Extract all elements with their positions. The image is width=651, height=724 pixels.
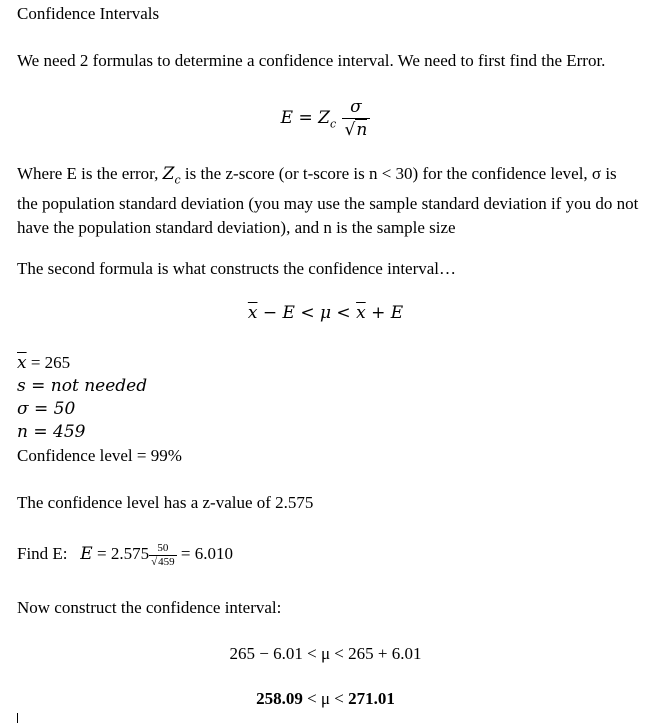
explanation-z-sub: c (174, 173, 181, 187)
error-formula-n: n (356, 120, 368, 140)
find-e-lhs: E (80, 544, 93, 564)
intro-paragraph: We need 2 formulas to determine a confidence interval. We need to first find the Error. (17, 51, 606, 70)
final-high: 271.01 (348, 689, 395, 708)
doc-title: Confidence Intervals (17, 4, 160, 23)
explanation-z: Z (162, 164, 175, 184)
error-formula-lhs: E (280, 108, 294, 128)
given-sigma: σ = 50 (17, 399, 76, 419)
explanation-part2: is the z-score (or t-score is n < 30) for the confidence level, σ is the population standard deviation (you may use the sample standard deviation if you do not have the population standard deviation), and n is the sample size (17, 164, 639, 238)
interval-computation: 265 − 6.01 < μ < 265 + 6.01 (229, 644, 422, 663)
error-formula-denominator (342, 118, 371, 141)
error-formula-eq: = (298, 108, 313, 128)
find-e-line (17, 538, 233, 570)
find-e-n: 459 (158, 555, 175, 568)
given-xbar-value: = 265 (26, 353, 71, 372)
find-e-fraction (149, 542, 177, 569)
error-formula (0, 96, 651, 141)
given-s: s = not needed (17, 376, 148, 396)
interval-formula-plus: + E (365, 303, 404, 323)
find-e-label: Find E: (17, 544, 68, 563)
construct-text: Now construct the confidence interval: (17, 598, 282, 617)
given-xbar-symbol: $\overline{x}$ (17, 353, 27, 373)
interval-formula (0, 303, 651, 323)
find-e-numerator: 50 (157, 541, 169, 554)
sqrt-symbol: √ (344, 120, 356, 140)
given-n: n = 459 (17, 422, 86, 442)
find-e-denominator (149, 555, 177, 569)
interval-formula-xbar: $\overline{x}$ (247, 303, 258, 323)
interval-formula-xbar2: $\overline{x}$ (356, 303, 366, 323)
zvalue-text: The confidence level has a z-value of 2.575 (17, 493, 314, 512)
error-formula-z: Z (318, 108, 330, 128)
find-e-z: 2.575 (110, 544, 150, 563)
text-cursor (17, 713, 18, 723)
find-e-eq: = (92, 544, 111, 563)
error-formula-z-sub: c (329, 117, 337, 131)
given-confidence: Confidence level = 99% (17, 446, 182, 465)
error-formula-fraction (342, 96, 371, 141)
interval-formula-minus: − E < μ < (257, 303, 357, 323)
explanation-part1: Where E is the error, (17, 164, 163, 183)
second-formula-intro: The second formula is what constructs the confidence interval… (17, 259, 457, 278)
given-xbar (17, 351, 70, 375)
find-e-sqrt: √ (151, 555, 158, 568)
final-low: 258.09 (256, 689, 303, 708)
error-formula-numerator: σ (350, 97, 362, 117)
final-interval (0, 689, 651, 709)
final-mid: < μ < (302, 689, 349, 708)
explanation-paragraph (17, 162, 639, 240)
find-e-result: = 6.010 (176, 544, 233, 563)
